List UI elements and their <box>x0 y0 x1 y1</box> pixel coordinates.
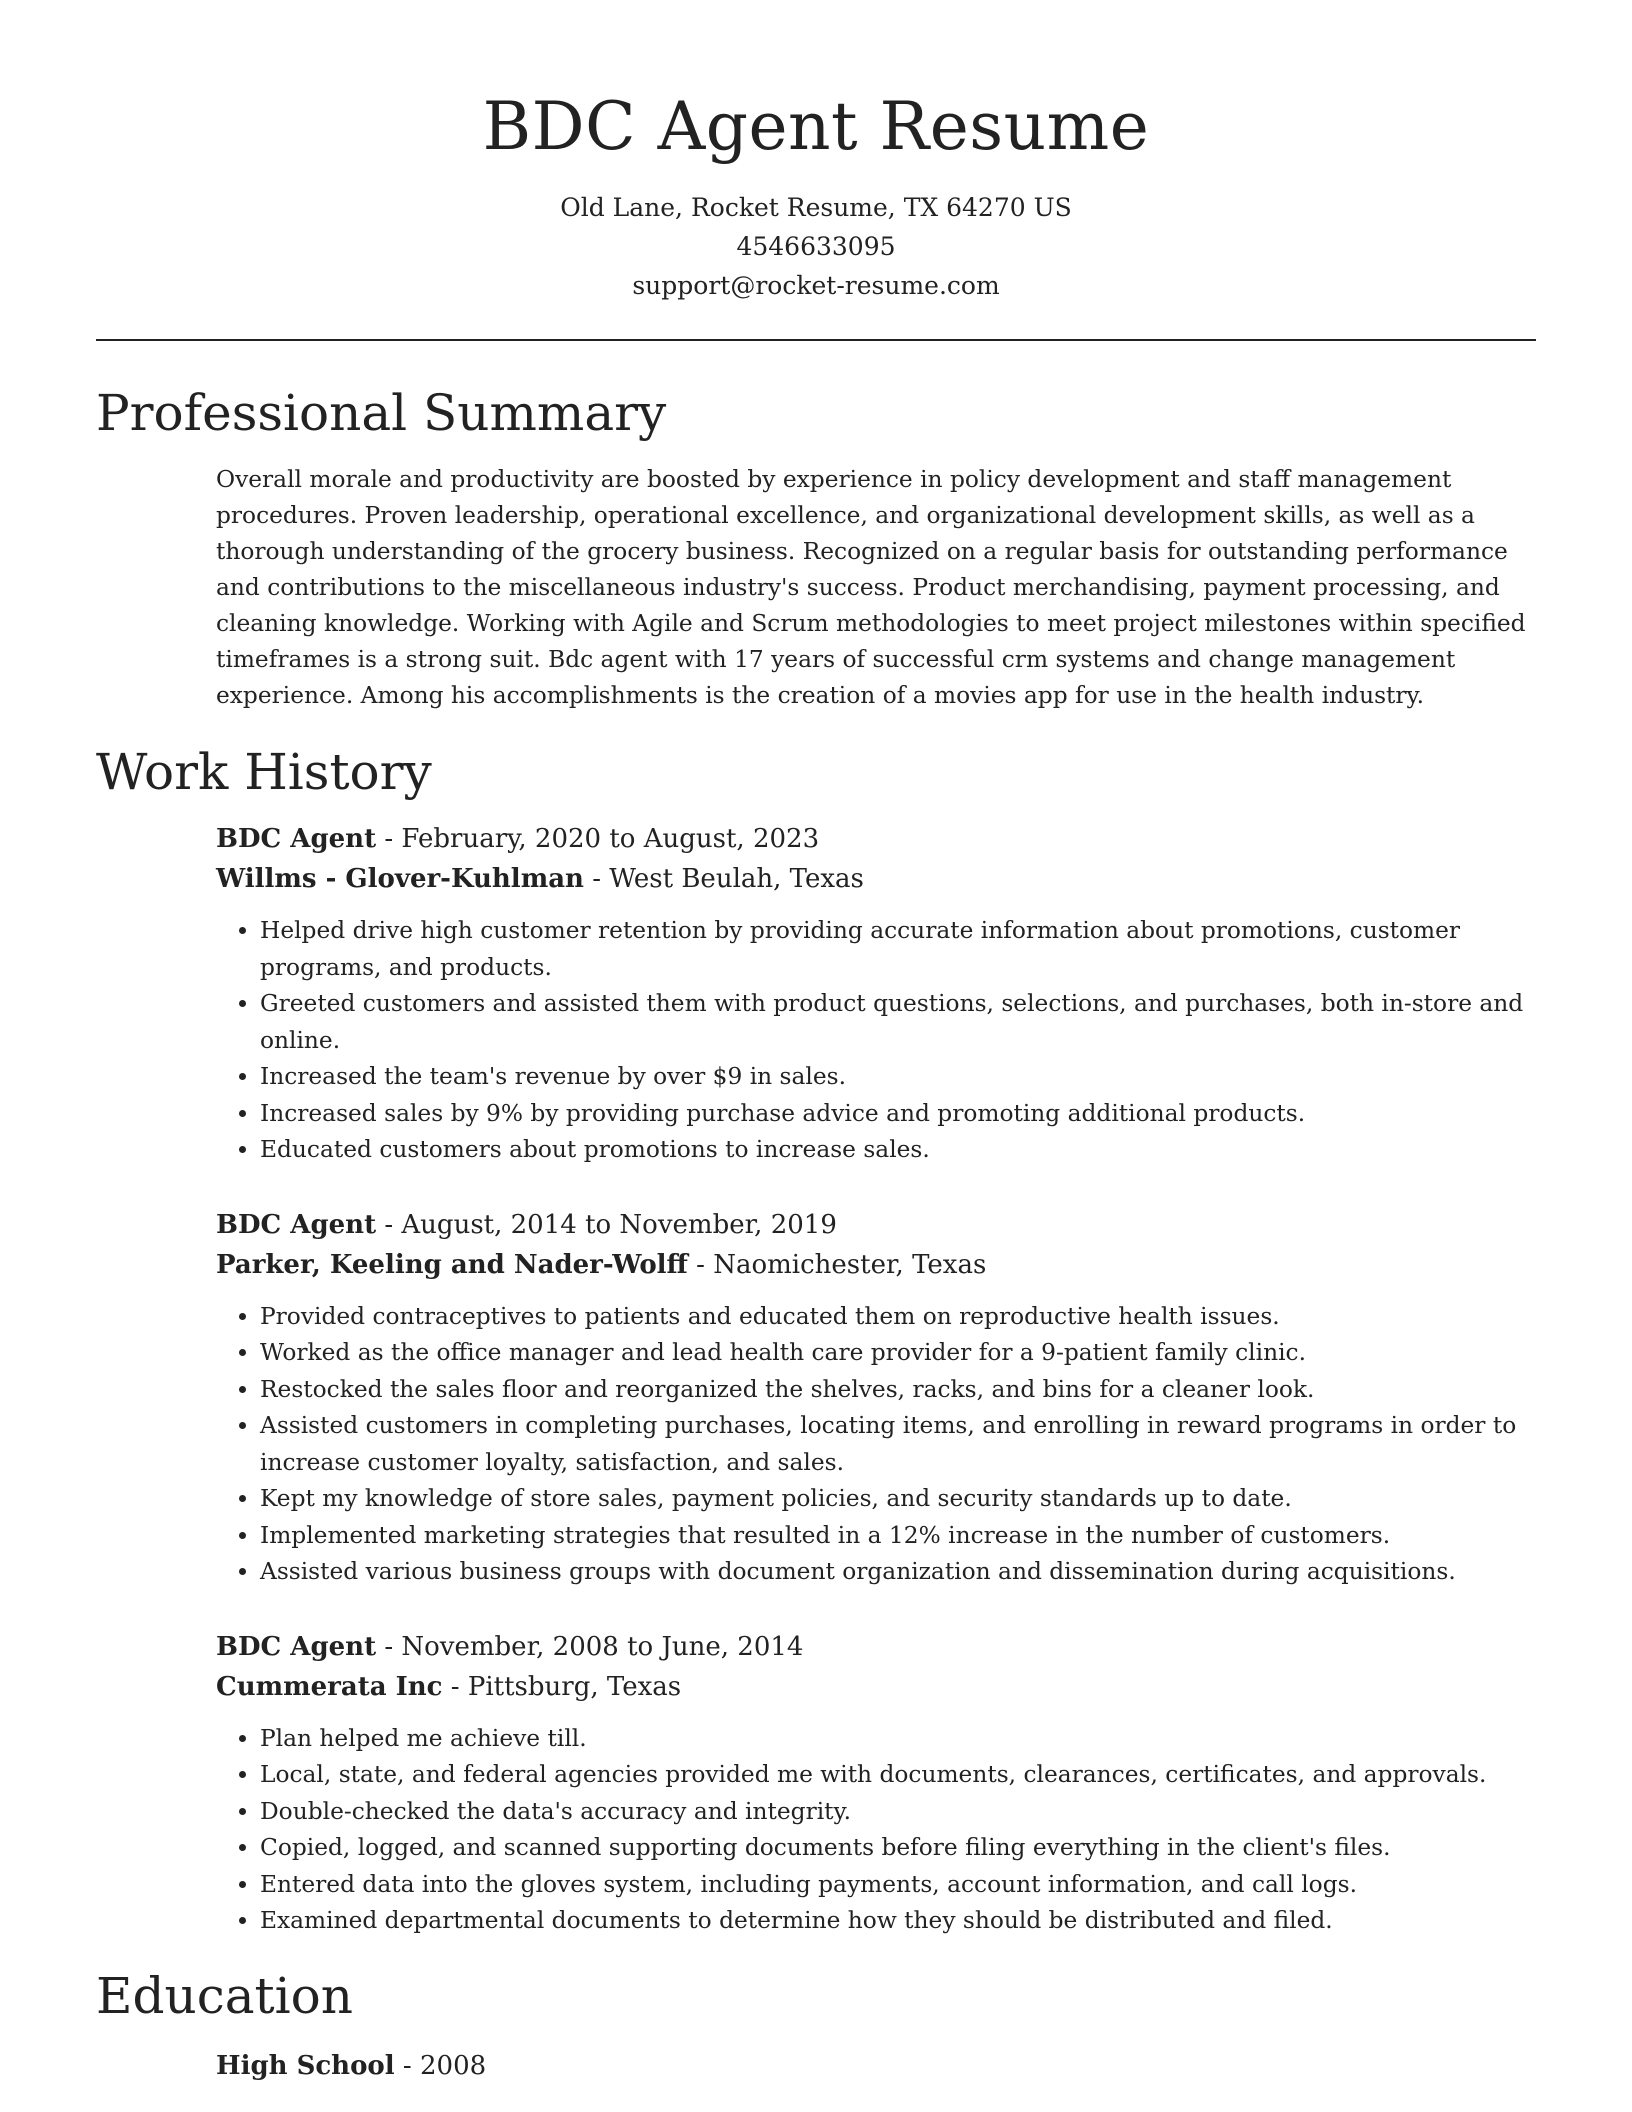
job-entry <box>216 1627 1536 1940</box>
job-separator: - <box>687 1249 714 1280</box>
job-location: West Beulah, Texas <box>609 864 864 894</box>
job-separator: - <box>583 864 610 894</box>
education-year: 2008 <box>419 2050 487 2081</box>
contact-info <box>96 188 1536 305</box>
work-history-heading: Work History <box>96 743 432 801</box>
contact-email: support@rocket-resume.com <box>632 271 1000 300</box>
header-divider <box>96 339 1536 341</box>
work-history-section <box>216 819 1536 1940</box>
job-company: Willms - Glover-Kuhlman <box>216 864 584 894</box>
job-company-line <box>216 1245 1536 1285</box>
job-company: Cummerata Inc <box>216 1671 443 1702</box>
job-dates: August, 2014 to November, 2019 <box>401 1209 837 1240</box>
job-title: BDC Agent <box>216 1209 377 1240</box>
contact-phone: 4546633095 <box>736 232 896 261</box>
summary-text: Overall morale and productivity are boosted by experience in policy development and staff management procedures. Proven leadership, operational excellence, and organizational development skills, as well as a thorough understanding of the grocery business. Recognized on a regular basis for outstanding performance and contributions to the miscellaneous industry's success. Product merchandising, payment processing, and cleaning knowledge. Working with Agile and Scrum methodologies to meet project milestones within specified timeframes is a strong suit. Bdc agent with 17 years of successful crm systems and change management experience. Among his accomplishments is the creation of a movies app for use in the health industry. <box>216 466 1526 709</box>
job-bullet: • Greeted customers and assisted them with product questions, selections, and purchases, both in-store and online. <box>260 986 1536 1059</box>
job-bullet: • Implemented marketing strategies that resulted in a 12% increase in the number of customers. <box>260 1518 1536 1555</box>
job-bullet: • Plan helped me achieve till. <box>260 1721 1536 1758</box>
job-company-line <box>216 859 1536 899</box>
job-title-line <box>216 819 1536 859</box>
job-bullet: • Kept my knowledge of store sales, payment policies, and security standards up to date. <box>260 1481 1536 1518</box>
job-bullet: • Helped drive high customer retention by providing accurate information about promotions, customer programs, and products. <box>260 913 1536 986</box>
education-separator: - <box>394 2050 420 2081</box>
job-bullet: • Increased the team's revenue by over $9 in sales. <box>260 1059 1536 1096</box>
job-title: BDC Agent <box>216 824 377 854</box>
education-heading: Education <box>96 1966 353 2025</box>
job-bullet: • Entered data into the gloves system, including payments, account information, and call logs. <box>260 1867 1536 1904</box>
job-bullets <box>216 1299 1536 1591</box>
job-title-line <box>216 1627 1536 1667</box>
job-bullet: • Assisted various business groups with document organization and dissemination during acquisitions. <box>260 1554 1536 1591</box>
summary-section <box>216 462 1536 714</box>
job-bullet: • Local, state, and federal agencies provided me with documents, clearances, certificates, and approvals. <box>260 1757 1536 1794</box>
job-dates: February, 2020 to August, 2023 <box>401 824 820 854</box>
job-bullets <box>216 1721 1536 1940</box>
job-bullet: • Provided contraceptives to patients and educated them on reproductive health issues. <box>260 1299 1536 1336</box>
job-separator: - <box>376 1209 402 1240</box>
job-bullet: • Copied, logged, and scanned supporting documents before filing everything in the client's files. <box>260 1830 1536 1867</box>
job-bullet: • Increased sales by 9% by providing purchase advice and promoting additional products. <box>260 1096 1536 1133</box>
job-bullet: • Educated customers about promotions to increase sales. <box>260 1132 1536 1169</box>
education-section <box>216 2046 1536 2086</box>
job-company-line <box>216 1667 1536 1707</box>
job-company: Parker, Keeling and Nader-Wolff <box>216 1249 688 1280</box>
job-location: Naomichester, Texas <box>713 1249 987 1280</box>
job-separator: - <box>376 1631 402 1662</box>
job-bullet: • Assisted customers in completing purchases, locating items, and enrolling in reward programs in order to increase customer loyalty, satisfaction, and sales. <box>260 1408 1536 1481</box>
resume-title: BDC Agent Resume <box>482 88 1150 165</box>
job-bullet: • Double-checked the data's accuracy and integrity. <box>260 1794 1536 1831</box>
job-title-line <box>216 1205 1536 1245</box>
education-degree: High School <box>216 2050 395 2081</box>
job-title: BDC Agent <box>216 1631 377 1662</box>
summary-heading: Professional Summary <box>96 384 667 442</box>
contact-address: Old Lane, Rocket Resume, TX 64270 US <box>560 193 1072 222</box>
job-entry <box>216 1205 1536 1591</box>
job-bullet: • Restocked the sales floor and reorganized the shelves, racks, and bins for a cleaner look. <box>260 1372 1536 1409</box>
job-dates: November, 2008 to June, 2014 <box>401 1631 804 1662</box>
education-entry <box>216 2046 1536 2086</box>
job-separator: - <box>442 1671 468 1702</box>
job-entry <box>216 819 1536 1169</box>
job-location: Pittsburg, Texas <box>467 1671 682 1702</box>
job-bullet: • Examined departmental documents to determine how they should be distributed and filed. <box>260 1903 1536 1940</box>
job-bullets <box>216 913 1536 1169</box>
job-bullet: • Worked as the office manager and lead health care provider for a 9-patient family clinic. <box>260 1335 1536 1372</box>
job-separator: - <box>376 824 402 854</box>
resume-header <box>96 0 1536 305</box>
